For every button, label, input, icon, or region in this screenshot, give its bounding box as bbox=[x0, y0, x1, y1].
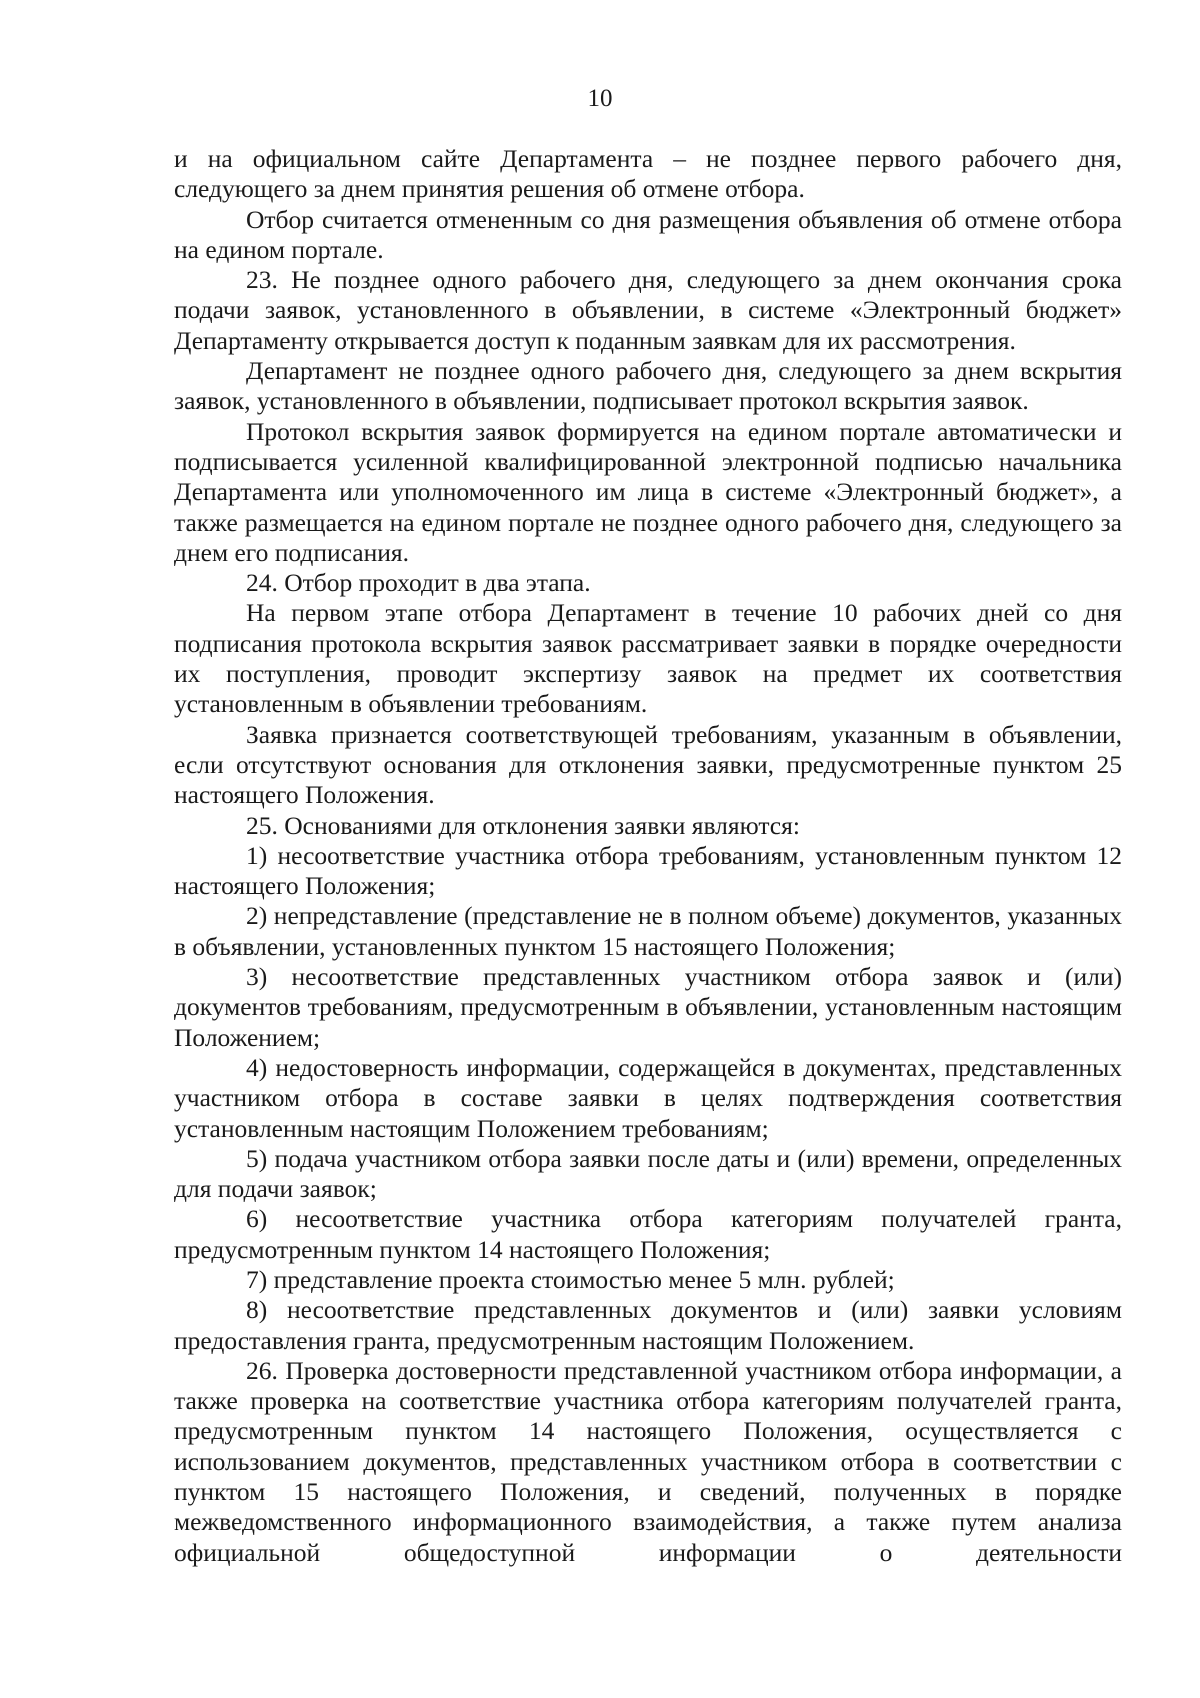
document-body bbox=[174, 144, 1122, 1568]
page-number: 10 bbox=[587, 85, 613, 112]
paragraph-10: 1) несоответствие участника отбора требованиям, установленным пунктом 12 настоящего Положения; bbox=[174, 840, 1122, 901]
paragraph-17: 8) несоответствие представленных документов и (или) заявки условиям предоставления гранта, предусмотренным настоящим Положением. bbox=[174, 1295, 1122, 1355]
paragraph-2: Отбор считается отмененным со дня размещения объявления об отмене отбора на едином портале. bbox=[174, 204, 1122, 264]
paragraph-9: 25. Основаниями для отклонения заявки являются: bbox=[246, 810, 800, 840]
paragraph-14: 5) подача участником отбора заявки после даты и (или) времени, определенных для подачи заявок; bbox=[174, 1143, 1122, 1204]
paragraph-18: 26. Проверка достоверности представленной участником отбора информации, а также проверка на соответствие участника отбора категориям получателей гранта, предусмотренным пунктом 14 настоящего Положения, осуществляется с использованием документов, представленных участником отбора в соответствии с пунктом 15 настоящего Положения, и сведений, полученных в порядке межведомственного информационного взаимодействия, а также путем анализа официальной общедоступной информации о деятельности bbox=[174, 1355, 1122, 1567]
paragraph-1: и на официальном сайте Департамента – не позднее первого рабочего дня, следующего за днем принятия решения об отмене отбора. bbox=[174, 144, 1122, 204]
paragraph-6: 24. Отбор проходит в два этапа. bbox=[246, 568, 591, 598]
paragraph-15: 6) несоответствие участника отбора категориям получателей гранта, предусмотренным пунктом 14 настоящего Положения; bbox=[174, 1204, 1122, 1264]
paragraph-12: 3) несоответствие представленных участником отбора заявок и (или) документов требованиям, предусмотренным в объявлении, установленным настоящим Положением; bbox=[174, 962, 1122, 1052]
paragraph-4: Департамент не позднее одного рабочего дня, следующего за днем вскрытия заявок, установленного в объявлении, подписывает протокол вскрытия заявок. bbox=[174, 356, 1122, 416]
paragraph-13: 4) недостоверность информации, содержащейся в документах, представленных участником отбора в составе заявки в целях подтверждения соответствия установленным настоящим Положением требованиям; bbox=[174, 1052, 1122, 1143]
paragraph-3: 23. Не позднее одного рабочего дня, следующего за днем окончания срока подачи заявок, установленного в объявлении, в системе «Электронный бюджет» Департаменту открывается доступ к поданным заявкам для их рассмотрения. bbox=[174, 265, 1122, 355]
paragraph-8: Заявка признается соответствующей требованиям, указанным в объявлении, если отсутствуют основания для отклонения заявки, предусмотренные пунктом 25 настоящего Положения. bbox=[174, 719, 1122, 810]
paragraph-16: 7) представление проекта стоимостью менее 5 млн. рублей; bbox=[246, 1264, 895, 1294]
paragraph-5: Протокол вскрытия заявок формируется на едином портале автоматически и подписывается усиленной квалифицированной электронной подписью начальника Департамента или уполномоченного им лица в системе «Электронный бюджет», а также размещается на едином портале не позднее одного рабочего дня, следующего за днем его подписания. bbox=[174, 416, 1122, 567]
paragraph-7: На первом этапе отбора Департамент в течение 10 рабочих дней со дня подписания протокола вскрытия заявок рассматривает заявки в порядке очередности их поступления, проводит экспертизу заявок на предмет их соответствия установленным в объявлении требованиям. bbox=[174, 598, 1122, 719]
paragraph-11: 2) непредставление (представление не в полном объеме) документов, указанных в объявлении, установленных пунктом 15 настоящего Положения; bbox=[174, 901, 1122, 961]
